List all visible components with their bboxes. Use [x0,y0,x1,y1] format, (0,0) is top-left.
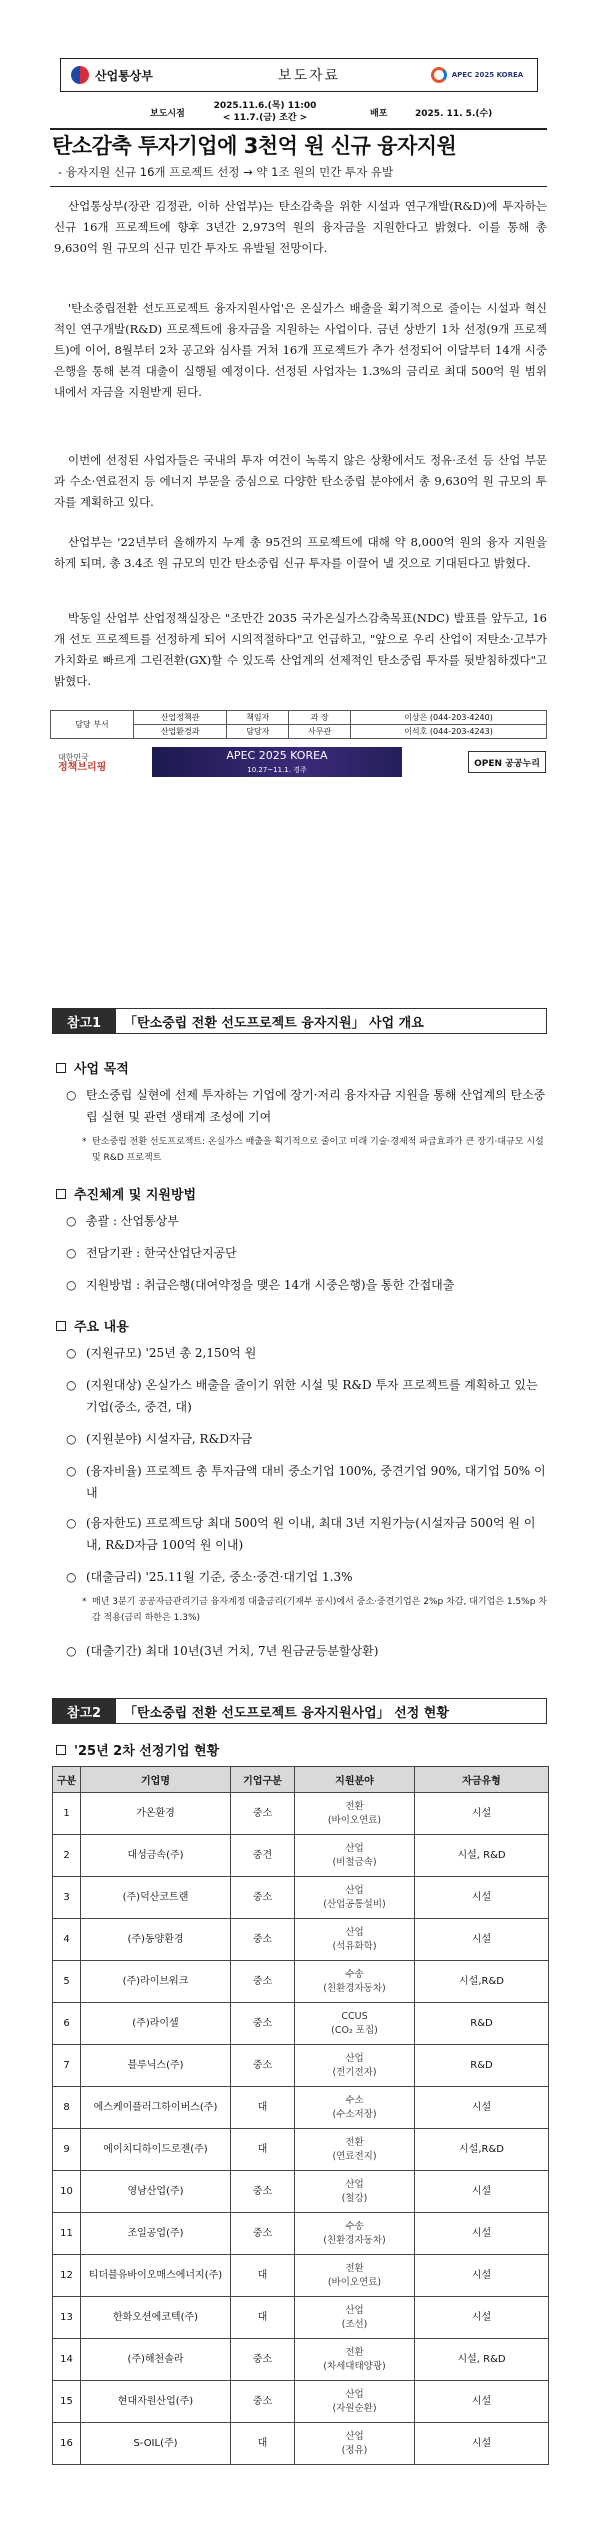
square-bullet-icon [56,1321,66,1331]
embargo-paper: < 11.7.(금) 조간 > [222,113,308,123]
list-item-text: (지원대상) 온실가스 배출을 줄이기 위한 시설 및 R&D 투자 프로젝트를 계획하고 있는 기업(중소, 중견, 대) [86,1378,538,1414]
list-item [66,1342,546,1364]
support-field [295,2423,415,2465]
company-name: 조일공업(주) [81,2213,231,2255]
support-field-main: 수송 [345,2220,364,2232]
row-number: 12 [53,2255,81,2297]
table-row [53,2423,549,2465]
section-tag: 참고2 [52,1698,116,1724]
company-type: 중소 [231,1919,295,1961]
support-field [295,1919,415,1961]
banner-title: APEC 2025 KOREA [226,749,328,762]
circle-bullet-icon: ○ [66,1516,77,1530]
fund-type: 시설 [415,2423,549,2465]
company-name: S-OIL(주) [81,2423,231,2465]
row-number: 9 [53,2129,81,2171]
fund-type: 시설 [415,2255,549,2297]
support-field [295,1835,415,1877]
contact-person: 이상은 (044-203-4240) [351,711,547,725]
table-row [53,2087,549,2129]
reference1-page [0,840,597,1690]
row-number: 5 [53,1961,81,2003]
support-field-detail: (전기전자) [332,2066,377,2078]
fund-type: R&D [415,2045,549,2087]
apec-ring-icon [431,67,447,83]
company-name: 티더블유바이오매스에너지(주) [81,2255,231,2297]
list-item [66,1242,546,1264]
company-type: 중소 [231,1961,295,2003]
apec-logo [417,67,537,83]
company-type: 중소 [231,2045,295,2087]
table-body [53,1793,549,2465]
table-row [53,2255,549,2297]
list-item [66,1210,546,1232]
support-field [295,2129,415,2171]
support-field-main: 산업 [345,1926,364,1938]
table-row [53,2003,549,2045]
company-type: 중견 [231,1835,295,1877]
support-field-main: 수소 [345,2094,364,2106]
company-name: 블루닉스(주) [81,2045,231,2087]
column-header: 구분 [53,1767,81,1793]
fund-type: 시설, R&D [415,1835,549,1877]
support-field [295,1793,415,1835]
circle-bullet-icon: ○ [66,1378,77,1392]
circle-bullet-icon: ○ [66,1214,77,1228]
embargo-label: 보도시점 [150,109,185,119]
support-field [295,2339,415,2381]
asterisk-icon: * [82,1137,87,1147]
contact-title: 과 장 [289,711,351,725]
selection-table [52,1766,549,2465]
row-number: 6 [53,2003,81,2045]
subsection-heading [56,1058,129,1077]
reference2-page [0,1690,597,2527]
fund-type: 시설 [415,2381,549,2423]
support-field-main: 산업 [345,2304,364,2316]
list-item [66,1274,546,1296]
support-field [295,1877,415,1919]
row-number: 1 [53,1793,81,1835]
company-name: (주)동양환경 [81,1919,231,1961]
support-field [295,2087,415,2129]
list-item-text: (지원규모) '25년 총 2,150억 원 [86,1346,257,1360]
list-item-text: (지원분야) 시설자금, R&D자금 [86,1432,253,1446]
row-number: 8 [53,2087,81,2129]
support-field-main: 전환 [345,2136,364,2148]
subsection-title: 주요 내용 [74,1320,129,1335]
list-item-text: (융자비율) 프로젝트 총 투자금액 대비 중소기업 100%, 중견기업 90%, 대기업 50% 이내 [86,1464,546,1500]
footer-banners [50,745,547,785]
support-field-detail: (친환경자동차) [323,2234,386,2246]
list-item [66,1374,546,1418]
company-name: 한화오션에코텍(주) [81,2297,231,2339]
dept-name: 산업정책관 [133,711,226,725]
row-number: 15 [53,2381,81,2423]
company-name: 현대자원산업(주) [81,2381,231,2423]
row-number: 10 [53,2171,81,2213]
company-type: 대 [231,2087,295,2129]
company-type: 대 [231,2255,295,2297]
support-field-main: 산업 [345,2388,364,2400]
body-paragraph: 이번에 선정된 사업자들은 국내의 투자 여건이 녹록지 않은 상황에서도 정유·조선 등 산업 부문과 수소·연료전지 등 에너지 부문을 중심으로 다양한 탄소중립 분야에서 총 9,630억 원 규모의 투자를 계획하고 있다. [54,453,547,509]
brand-name: 정책브리핑 [58,762,107,773]
company-name: 대성금속(주) [81,1835,231,1877]
list-item-text: 탄소중립 실현에 선제 투자하는 기업에 장기·저리 융자자금 지원을 통해 산업계의 탄소중립 실현 및 관련 생태계 조성에 기여 [86,1088,546,1124]
fund-type: 시설 [415,1877,549,1919]
support-field [295,2255,415,2297]
column-header: 자금유형 [415,1767,549,1793]
company-name: (주)라이셀 [81,2003,231,2045]
support-field-detail: (자원순환) [332,2402,377,2414]
row-number: 16 [53,2423,81,2465]
circle-bullet-icon: ○ [66,1464,77,1478]
list-item [66,1084,546,1128]
banner-dates: 10.27~11.1. 경주 [247,766,307,774]
support-field [295,2045,415,2087]
circle-bullet-icon: ○ [66,1088,77,1102]
support-field-detail: (정유) [341,2444,368,2456]
support-field-detail: (바이오연료) [327,2276,382,2288]
body-paragraph: 산업통상부(장관 김정관, 이하 산업부)는 탄소감축을 위한 시설과 연구개발(R&D)에 투자하는 신규 16개 프로젝트에 향후 3년간 2,973억 원의 융자금을 지원한다고 밝혔다. 이를 통해 총 9,630억 원 규모의 신규 민간 투자도 유발될 전망이다. [54,199,547,255]
support-field-main: 수송 [345,1968,364,1980]
company-name: (주)라이브워크 [81,1961,231,2003]
body-paragraph: 산업부는 '22년부터 올해까지 누계 총 95건의 프로젝트에 대해 약 8,000억 원의 융자 지원을 하게 되며, 총 3.4조 원 규모의 민간 탄소중립 신규 투자를 이끌어 낼 것으로 기대된다고 밝혔다. [54,535,547,570]
contact-person: 이석호 (044-203-4243) [351,725,547,739]
list-item [66,1566,546,1588]
circle-bullet-icon: ○ [66,1644,77,1658]
list-item-text: (대출기간) 최대 10년(3년 거치, 7년 원금균등분할상환) [86,1644,379,1658]
company-type: 대 [231,2129,295,2171]
square-bullet-icon [56,1063,66,1073]
release-label: 배포 [370,109,388,119]
list-item [66,1512,546,1556]
square-bullet-icon [56,1189,66,1199]
subheadline: - 융자지원 신규 16개 프로젝트 선정 → 약 1조 원의 민간 투자 유발 [58,165,394,179]
support-field-main: 전환 [345,1800,364,1812]
row-number: 14 [53,2339,81,2381]
fund-type: 시설, R&D [415,2339,549,2381]
support-field-detail: (바이오연료) [327,1814,382,1826]
company-type: 중소 [231,1793,295,1835]
company-type: 중소 [231,1877,295,1919]
list-item [66,1428,546,1450]
support-field [295,2297,415,2339]
taeguk-logo-icon [71,66,89,84]
support-field-detail: (수소저장) [332,2108,377,2120]
fund-type: 시설,R&D [415,2129,549,2171]
press-release-header [60,58,538,92]
section-header [52,1698,547,1724]
section-title: 「탄소중립 전환 선도프로젝트 융자지원사업」 선정 현황 [116,1698,547,1724]
company-type: 대 [231,2297,295,2339]
circle-bullet-icon: ○ [66,1346,77,1360]
support-field-main: 전환 [345,2346,364,2358]
row-number: 4 [53,1919,81,1961]
embargo-time: 2025.11.6.(목) 11:00 [213,101,317,111]
divider [50,186,547,187]
column-header: 지원분야 [295,1767,415,1793]
support-field-main: 산업 [345,2178,364,2190]
list-item-text: 지원방법 : 취급은행(대여약정을 맺은 14개 시중은행)을 통한 간접대출 [86,1278,455,1292]
fund-type: 시설 [415,2213,549,2255]
footnote [82,1594,547,1626]
subsection-heading [56,1316,129,1335]
footnote-text: 탄소중립 전환 선도프로젝트: 온실가스 배출을 획기적으로 줄이고 미래 기술·경제적 파급효과가 큰 장기·대규모 시설 및 R&D 프로젝트 [92,1137,544,1163]
company-name: (주)해천솔라 [81,2339,231,2381]
company-type: 중소 [231,2171,295,2213]
ministry-name: 산업통상부 [95,68,153,83]
open-license-badge: OPEN 공공누리 [468,751,546,773]
footnote-text: 매년 3분기 공공자금관리기금 융자계정 대출금리(기재부 공시)에서 중소·중견기업은 2%p 차감, 대기업은 1.5%p 차감 적용(금리 하한은 1.3%) [92,1597,547,1623]
company-type: 중소 [231,2381,295,2423]
list-item-text: 전담기관 : 한국산업단지공단 [86,1246,237,1260]
table-row [53,2381,549,2423]
company-name: 에스케이플러그하이버스(주) [81,2087,231,2129]
support-field-detail: (조선) [341,2318,368,2330]
table-header-row [53,1767,549,1793]
support-field-detail: (산업공통설비) [323,1898,386,1910]
apec-logo-text: APEC 2025 KOREA [451,71,524,79]
circle-bullet-icon: ○ [66,1278,77,1292]
table-row [53,2045,549,2087]
body-paragraph: 박동일 산업부 산업정책실장은 "조만간 2035 국가온실가스감축목표(NDC) 발표를 앞두고, 16개 선도 프로젝트를 선정하게 되어 시의적절하다"고 언급하고, "앞으로 우리 산업이 저탄소·고부가가치화로 빠르게 그린전환(GX)할 수 있도록 산업계의 선제적인 탄소중립 투자를 뒷받침하겠다"고 밝혔다. [54,611,547,688]
document-type: 보도자료 [277,68,341,84]
support-field-detail: (석유화학) [332,1940,377,1952]
company-type: 대 [231,2423,295,2465]
support-field [295,2171,415,2213]
company-type: 중소 [231,2213,295,2255]
company-name: 에이치디하이드로젠(주) [81,2129,231,2171]
company-type: 중소 [231,2003,295,2045]
embargo-datetime [210,100,320,124]
apec-banner [152,747,402,777]
table-row [53,1835,549,1877]
circle-bullet-icon: ○ [66,1432,77,1446]
support-field-main: 산업 [345,1842,364,1854]
headline: 탄소감축 투자기업에 3천억 원 신규 융자지원 [52,134,457,158]
contact-role: 책임자 [227,711,289,725]
support-field [295,2381,415,2423]
embargo-info [150,98,550,126]
fund-type: 시설,R&D [415,1961,549,2003]
table-row [53,2339,549,2381]
table-row [53,2213,549,2255]
press-release-page [0,0,597,840]
support-field [295,2003,415,2045]
dept-label: 담당 부서 [51,711,134,739]
support-field-main: CCUS [341,2010,368,2022]
support-field-detail: (연료전지) [332,2150,377,2162]
section-title: 「탄소중립 전환 선도프로젝트 융자지원」 사업 개요 [116,1008,547,1034]
subsection-title: '25년 2차 선정기업 현황 [74,1744,220,1759]
support-field [295,2213,415,2255]
subsection-heading [56,1740,219,1759]
support-field-detail: (CO₂ 포집) [331,2024,378,2036]
contact-title: 사무관 [289,725,351,739]
subsection-title: 추진체계 및 지원방법 [74,1188,197,1203]
list-item-text: (융자한도) 프로젝트당 최대 500억 원 이내, 최대 3년 지원가능(시설자금 500억 원 이내, R&D자금 100억 원 이내) [86,1516,536,1552]
support-field-main: 산업 [345,2052,364,2064]
brand-small: 대한민국 [58,753,89,762]
support-field-detail: (차세대태양광) [323,2360,386,2372]
table-row [53,1793,549,1835]
support-field-detail: (철강) [341,2192,368,2204]
fund-type: 시설 [415,2087,549,2129]
contact-role: 담당자 [227,725,289,739]
table-row [53,2297,549,2339]
dept-name: 산업환경과 [133,725,226,739]
support-field-detail: (친환경자동차) [323,1982,386,1994]
list-item [66,1640,546,1662]
row-number: 7 [53,2045,81,2087]
support-field-main: 산업 [345,1884,364,1896]
table-row [53,1919,549,1961]
subsection-heading [56,1184,196,1203]
company-name: (주)덕산코트랜 [81,1877,231,1919]
company-name: 가온환경 [81,1793,231,1835]
section-tag: 참고1 [52,1008,116,1034]
row-number: 2 [53,1835,81,1877]
support-field-main: 전환 [345,2262,364,2274]
table-row [53,2171,549,2213]
asterisk-icon: * [82,1597,87,1607]
company-type: 중소 [231,2339,295,2381]
footnote [82,1134,547,1166]
row-number: 3 [53,1877,81,1919]
table-row [53,1961,549,2003]
table-row [53,2129,549,2171]
square-bullet-icon [56,1745,66,1755]
fund-type: R&D [415,2003,549,2045]
fund-type: 시설 [415,1793,549,1835]
column-header: 기업명 [81,1767,231,1793]
list-item [66,1460,546,1504]
ministry-logo [61,66,201,84]
list-item-text: 총괄 : 산업통상부 [86,1214,179,1228]
policy-briefing-logo [58,753,106,773]
release-date: 2025. 11. 5.(수) [415,109,493,119]
contact-table [50,710,547,739]
circle-bullet-icon: ○ [66,1246,77,1260]
fund-type: 시설 [415,1919,549,1961]
row-number: 13 [53,2297,81,2339]
subsection-title: 사업 목적 [74,1062,129,1077]
fund-type: 시설 [415,2171,549,2213]
column-header: 기업구분 [231,1767,295,1793]
circle-bullet-icon: ○ [66,1570,77,1584]
body-paragraph: '탄소중립전환 선도프로젝트 융자지원사업'은 온실가스 배출을 획기적으로 줄이는 시설과 혁신적인 연구개발(R&D) 프로젝트에 융자금을 지원하는 사업이다. 금년 상반기 1차 선정(9개 프로젝트)에 이어, 8월부터 2차 공고와 심사를 거쳐 16개 프로젝트가 추가 선정되어 이달부터 14개 시중은행을 통해 본격 대출이 실행될 예정이다. 선정된 사업자는 1.3%의 금리로 최대 500억 원 범위 내에서 자금을 지원받게 된다. [54,301,547,399]
section-header [52,1008,547,1034]
support-field-main: 산업 [345,2430,364,2442]
row-number: 11 [53,2213,81,2255]
fund-type: 시설 [415,2297,549,2339]
table-row [53,1877,549,1919]
support-field-detail: (비철금속) [332,1856,377,1868]
company-name: 영남산업(주) [81,2171,231,2213]
list-item-text: (대출금리) '25.11월 기준, 중소·중견·대기업 1.3% [86,1570,353,1584]
support-field [295,1961,415,2003]
